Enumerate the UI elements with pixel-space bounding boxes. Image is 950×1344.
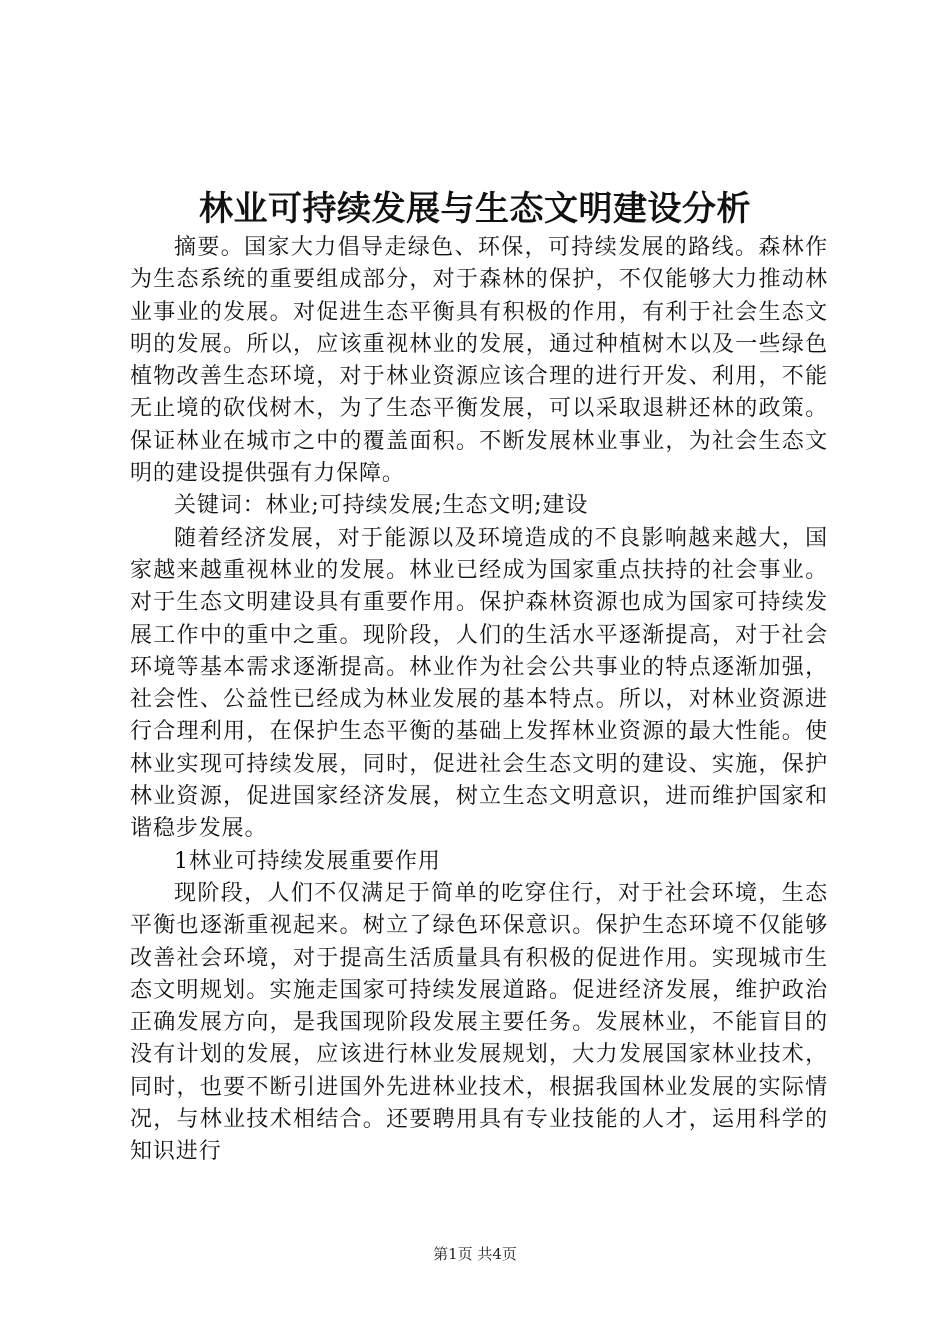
- section-paragraph: 现阶段，人们不仅满足于简单的吃穿住行，对于社会环境，生态平衡也逐渐重视起来。树立了绿色环保意识。保护生态环境不仅能够改善社会环境，对于提高生活质量具有积极的促进作用。实现城市生态文明规划。实施走国家可持续发展道路。促进经济发展，维护政治正确发展方向，是我国现阶段发展主要任务。发展林业，不能盲目的没有计划的发展，应该进行林业发展规划，大力发展国家林业技术，同时，也要不断引进国外先进林业技术，根据我国林业发展的实际情况，与林业技术相结合。还要聘用具有专业技能的人才，运用科学的知识进行: [130, 880, 828, 1165]
- document-body: [130, 232, 828, 1169]
- page-number-footer: 第1页 共4页: [433, 1245, 517, 1263]
- section-heading: 1林业可持续发展重要作用: [174, 848, 441, 874]
- abstract-paragraph: 摘要。国家大力倡导走绿色、环保，可持续发展的路线。森林作为生态系统的重要组成部分，对于森林的保护，不仅能够大力推动林业事业的发展。对促进生态平衡具有积极的作用，有利于社会生态文明的发展。所以，应该重视林业的发展，通过种植树木以及一些绿色植物改善生态环境，对于林业资源应该合理的进行开发、利用，不能无止境的砍伐树木，为了生态平衡发展，可以采取退耕还林的政策。保证林业在城市之中的覆盖面积。不断发展林业事业，为社会生态文明的建设提供强有力保障。: [130, 235, 828, 487]
- document-title: 林业可持续发展与生态文明建设分析: [199, 189, 751, 229]
- intro-paragraph: 随着经济发展，对于能源以及环境造成的不良影响越来越大，国家越来越重视林业的发展。林业已经成为国家重点扶持的社会事业。对于生态文明建设具有重要作用。保护森林资源也成为国家可持续发展工作中的重中之重。现阶段，人们的生活水平逐渐提高，对于社会环境等基本需求逐渐提高。林业作为社会公共事业的特点逐渐加强，社会性、公益性已经成为林业发展的基本特点。所以，对林业资源进行合理利用，在保护生态平衡的基础上发挥林业资源的最大性能。使林业实现可持续发展，同时，促进社会生态文明的建设、实施，保护林业资源，促进国家经济发展，树立生态文明意识，进而维护国家和谐稳步发展。: [130, 525, 828, 842]
- keywords-line: 关键词：林业;可持续发展;生态文明;建设: [174, 493, 589, 519]
